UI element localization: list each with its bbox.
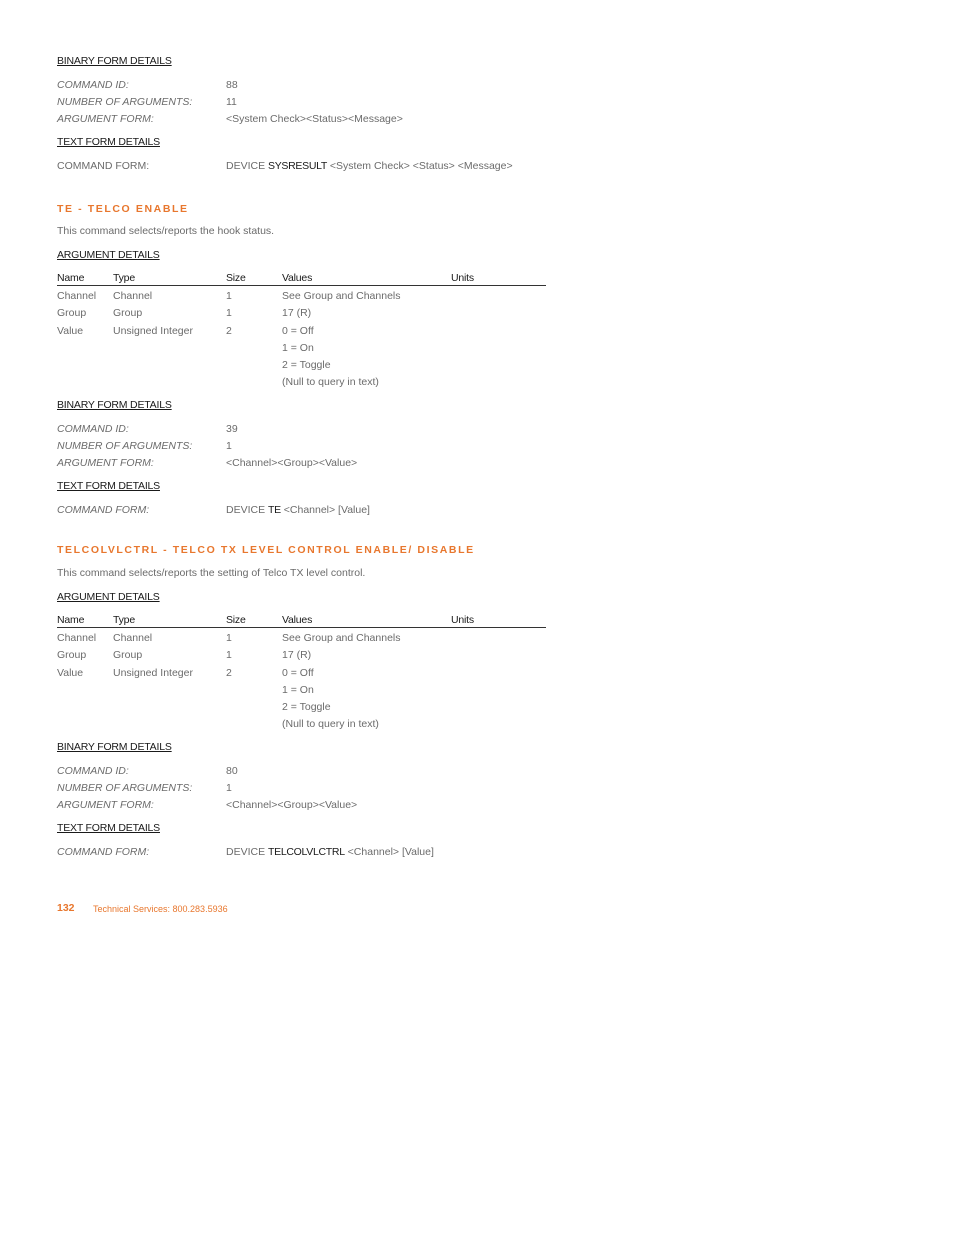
te-cell-type: Channel bbox=[113, 290, 153, 302]
te-value-line: (Null to query in text) bbox=[282, 376, 379, 388]
tl-cell-size: 1 bbox=[226, 632, 232, 644]
te-cell-values: 0 = Off bbox=[282, 325, 314, 337]
tl-cell-values: See Group and Channels bbox=[282, 632, 401, 644]
technical-services-line: Technical Services: 800.283.5936 bbox=[93, 904, 228, 914]
te-command-id-value: 39 bbox=[226, 423, 238, 435]
te-num-args-value: 1 bbox=[226, 440, 232, 452]
tl-cell-name: Channel bbox=[57, 632, 97, 644]
te-col-type: Type bbox=[113, 272, 135, 284]
command-keyword: TE bbox=[268, 504, 281, 516]
tl-col-size: Size bbox=[226, 614, 246, 626]
te-binary-heading: BINARY FORM DETAILS bbox=[57, 399, 172, 411]
te-section-title: TE - TELCO ENABLE bbox=[57, 203, 189, 215]
te-command-form-value bbox=[226, 504, 370, 516]
tl-command-id-label: COMMAND ID: bbox=[57, 765, 129, 777]
te-cell-name: Channel bbox=[57, 290, 97, 302]
tl-command-form-label: COMMAND FORM: bbox=[57, 846, 150, 858]
tl-arg-form-value: <Channel><Group><Value> bbox=[226, 799, 358, 811]
te-cell-type: Group bbox=[113, 307, 143, 319]
num-args-value: 11 bbox=[226, 96, 237, 108]
command-form-label: COMMAND FORM: bbox=[57, 160, 150, 172]
te-cell-type: Unsigned Integer bbox=[113, 325, 193, 337]
arg-form-value: <System Check><Status><Message> bbox=[226, 113, 403, 125]
te-value-line: 2 = Toggle bbox=[282, 359, 331, 371]
tl-section-title: TELCOLVLCTRL - TELCO TX LEVEL CONTROL ENABLE/ DISABLE bbox=[57, 544, 475, 556]
command-prefix: DEVICE bbox=[226, 160, 266, 172]
te-table-rule bbox=[57, 285, 546, 286]
tl-cell-type: Group bbox=[113, 649, 143, 661]
tl-cell-name: Group bbox=[57, 649, 87, 661]
tl-text-heading: TEXT FORM DETAILS bbox=[57, 822, 160, 834]
tl-value-line: 2 = Toggle bbox=[282, 701, 331, 713]
te-value-line: 1 = On bbox=[282, 342, 314, 354]
tl-col-type: Type bbox=[113, 614, 135, 626]
te-cell-values: 17 (R) bbox=[282, 307, 312, 319]
te-num-args-label: NUMBER OF ARGUMENTS: bbox=[57, 440, 193, 452]
tl-value-line: (Null to query in text) bbox=[282, 718, 379, 730]
arg-form-label: ARGUMENT FORM: bbox=[57, 113, 154, 125]
tl-num-args-value: 1 bbox=[226, 782, 232, 794]
tl-argument-heading: ARGUMENT DETAILS bbox=[57, 591, 160, 603]
te-arg-form-value: <Channel><Group><Value> bbox=[226, 457, 358, 469]
command-keyword: SYSRESULT bbox=[268, 160, 327, 172]
tl-col-name: Name bbox=[57, 614, 85, 626]
tl-value-line: 1 = On bbox=[282, 684, 314, 696]
te-description: This command selects/reports the hook status. bbox=[57, 225, 275, 237]
te-command-id-label: COMMAND ID: bbox=[57, 423, 129, 435]
page-number: 132 bbox=[57, 902, 75, 914]
te-cell-size: 1 bbox=[226, 290, 232, 302]
tl-description: This command selects/reports the setting of Telco TX level control. bbox=[57, 567, 366, 579]
tl-col-values: Values bbox=[282, 614, 313, 626]
te-col-values: Values bbox=[282, 272, 313, 284]
command-id-value: 88 bbox=[226, 79, 238, 91]
tl-num-args-label: NUMBER OF ARGUMENTS: bbox=[57, 782, 193, 794]
command-args: <Channel> [Value] bbox=[347, 846, 434, 858]
te-text-heading: TEXT FORM DETAILS bbox=[57, 480, 160, 492]
te-cell-values: See Group and Channels bbox=[282, 290, 401, 302]
binary-form-heading: BINARY FORM DETAILS bbox=[57, 55, 172, 67]
te-col-name: Name bbox=[57, 272, 85, 284]
command-args: <Channel> [Value] bbox=[283, 504, 370, 516]
tl-cell-values: 0 = Off bbox=[282, 667, 314, 679]
te-argument-heading: ARGUMENT DETAILS bbox=[57, 249, 160, 261]
tl-command-form-value bbox=[226, 846, 434, 858]
te-cell-name: Value bbox=[57, 325, 84, 337]
tl-cell-type: Unsigned Integer bbox=[113, 667, 193, 679]
tl-arg-form-label: ARGUMENT FORM: bbox=[57, 799, 154, 811]
te-command-form-label: COMMAND FORM: bbox=[57, 504, 150, 516]
te-cell-size: 2 bbox=[226, 325, 232, 337]
te-col-size: Size bbox=[226, 272, 246, 284]
tl-table-rule bbox=[57, 627, 546, 628]
num-args-label: NUMBER OF ARGUMENTS: bbox=[57, 96, 193, 108]
command-args: <System Check> <Status> <Message> bbox=[329, 160, 513, 172]
te-cell-name: Group bbox=[57, 307, 87, 319]
tl-cell-type: Channel bbox=[113, 632, 153, 644]
command-prefix: DEVICE bbox=[226, 504, 266, 516]
text-form-heading: TEXT FORM DETAILS bbox=[57, 136, 160, 148]
tl-binary-heading: BINARY FORM DETAILS bbox=[57, 741, 172, 753]
tl-cell-size: 1 bbox=[226, 649, 232, 661]
command-keyword: TELCOLVLCTRL bbox=[268, 846, 345, 858]
command-prefix: DEVICE bbox=[226, 846, 266, 858]
tl-command-id-value: 80 bbox=[226, 765, 238, 777]
tl-col-units: Units bbox=[451, 614, 474, 626]
te-col-units: Units bbox=[451, 272, 474, 284]
command-form-value bbox=[226, 160, 513, 172]
tl-cell-name: Value bbox=[57, 667, 84, 679]
te-arg-form-label: ARGUMENT FORM: bbox=[57, 457, 154, 469]
tl-cell-size: 2 bbox=[226, 667, 232, 679]
te-cell-size: 1 bbox=[226, 307, 232, 319]
command-id-label: COMMAND ID: bbox=[57, 79, 129, 91]
tl-cell-values: 17 (R) bbox=[282, 649, 312, 661]
